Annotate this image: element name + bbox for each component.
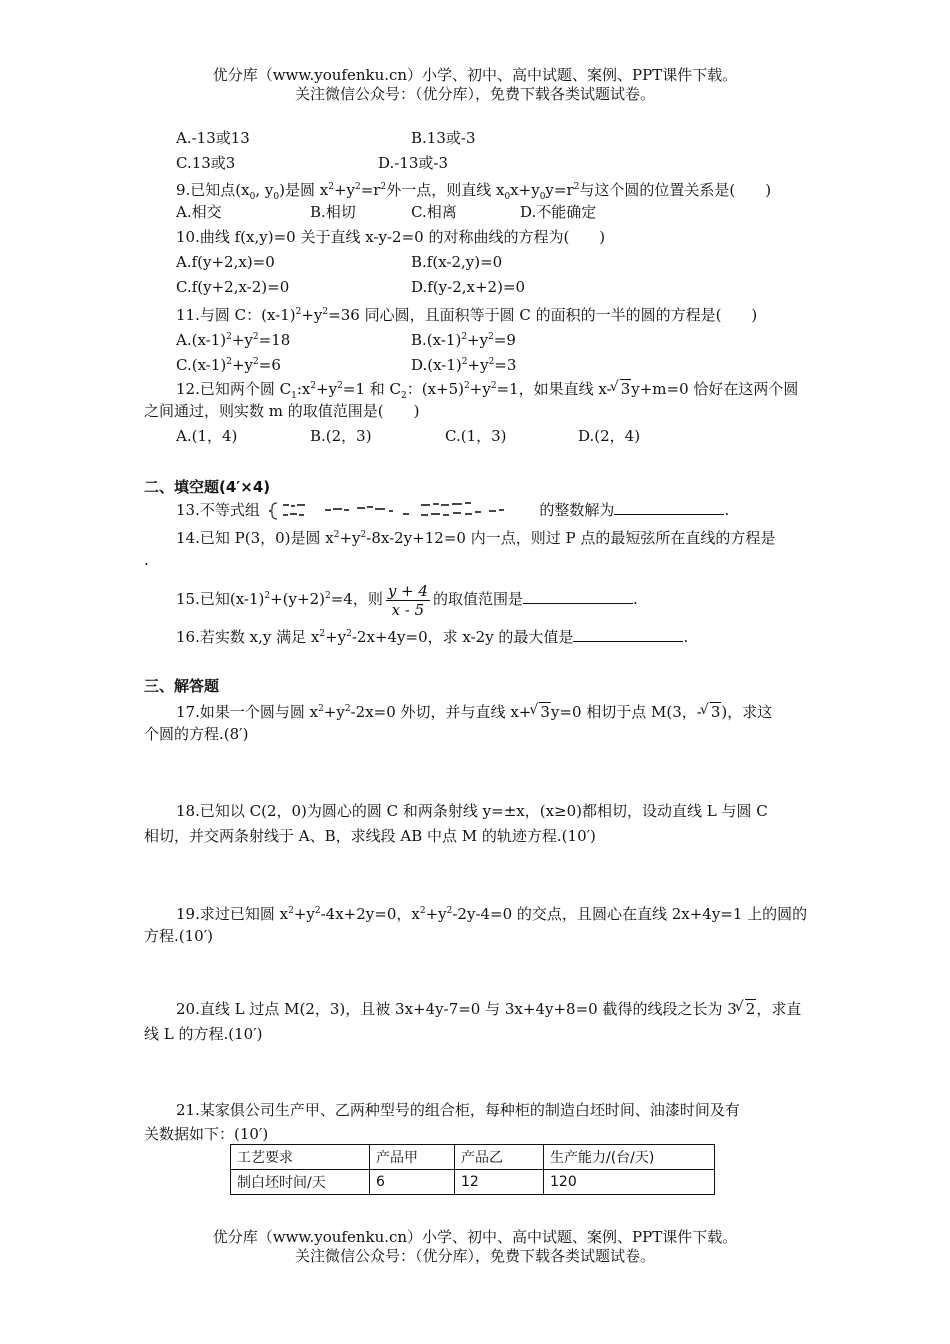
q10-option-d: D.f(y-2,x+2)=0 bbox=[411, 278, 526, 296]
table-header-cell: 工艺要求 bbox=[231, 1145, 370, 1170]
q12-option-d: D.(2，4) bbox=[578, 427, 641, 445]
q20-stem: 20.直线 L 过点 M(2，3)，且被 3x+4y-7=0 与 3x+4y+8=0 截得的线段之长为 3√ 2，求直 bbox=[176, 999, 801, 1019]
sqrt-2: √ 2 bbox=[737, 999, 757, 1019]
q13-answer-blank[interactable] bbox=[614, 500, 724, 515]
q8-option-b: B.13或-3 bbox=[411, 129, 476, 147]
q9-option-b: B.相切 bbox=[310, 203, 356, 221]
page-header bbox=[0, 66, 950, 104]
q10-option-c: C.f(y+2,x-2)=0 bbox=[176, 278, 290, 296]
q14-stem-line-2: . bbox=[144, 551, 149, 569]
table-header-row bbox=[231, 1145, 715, 1170]
table-cell: 12 bbox=[455, 1170, 544, 1195]
table-header-cell: 产品乙 bbox=[455, 1145, 544, 1170]
footer-line-2: 关注微信公众号：（优分库），免费下载各类试题试卷。 bbox=[294, 1247, 655, 1265]
sqrt-3: √ 3 bbox=[531, 702, 551, 722]
q16-stem: 16.若实数 x,y 满足 $x^2+y^2-2x+4y=0$，求 x-2y 的最大值是 . bbox=[176, 628, 689, 646]
q21-stem-line-2: 关数据如下：(10′) bbox=[144, 1125, 269, 1143]
q14-stem: 14.已知 P(3，0)是圆 $x^2+y^2-8x-2y+12=0$ 内一点，则过 P 点的最短弦所在直线的方程是 bbox=[176, 529, 776, 547]
q9-option-c: C.相离 bbox=[411, 203, 457, 221]
q11-option-d: $D.(x-1)^2+y^2=3$ bbox=[411, 356, 517, 374]
q10-option-b: B.f(x-2,y)=0 bbox=[411, 253, 503, 271]
q18-stem: 18.已知以 C(2，0)为圆心的圆 C 和两条射线 y=±x，(x≥0)都相切，设动直线 L 与圆 C bbox=[176, 802, 768, 820]
section-answer-title: 三、解答题 bbox=[144, 677, 220, 695]
q10-option-a: A.f(y+2,x)=0 bbox=[176, 253, 275, 271]
q11-stem: 11.与圆 C：$(x-1)^2+y^2=36$ 同心圆，且面积等于圆 C 的面积的一半的圆的方程是( ) bbox=[176, 306, 758, 324]
q20-stem-line-2: 线 L 的方程.(10′) bbox=[144, 1025, 263, 1043]
q8-option-c: C.13或3 bbox=[176, 154, 236, 172]
q16-answer-blank[interactable] bbox=[573, 627, 683, 642]
table-cell: 制白坯时间/天 bbox=[231, 1170, 370, 1195]
table-header-cell: 生产能力/(台/天) bbox=[544, 1145, 715, 1170]
q18-stem-line-2: 相切，并交两条射线于 A、B，求线段 AB 中点 M 的轨迹方程.(10′) bbox=[144, 827, 596, 845]
sqrt-3: √ 3 bbox=[702, 702, 722, 722]
inequality-system-image bbox=[269, 500, 531, 522]
table-cell: 6 bbox=[370, 1170, 455, 1195]
sqrt-3: √ 3 bbox=[612, 379, 632, 399]
q21-stem: 21.某家俱公司生产甲、乙两种型号的组合柜，每种柜的制造白坯时间、油漆时间及有 bbox=[176, 1101, 740, 1119]
q15-answer-blank[interactable] bbox=[523, 589, 633, 604]
craft-data-table bbox=[230, 1144, 715, 1195]
header-line-1: 优分库（www.youfenku.cn）小学、初中、高中试题、案例、PPT课件下载。 bbox=[212, 66, 738, 84]
q12-stem-line-2: 之间通过，则实数 m 的取值范围是( ) bbox=[144, 402, 420, 420]
q12-option-c: C.(1，3) bbox=[445, 427, 507, 445]
q11-option-c: $C.(x-1)^2+y^2=6$ bbox=[176, 356, 281, 374]
q19-stem: 19.求过已知圆 $x^2+y^2-4x+2y=0$，$x^2+y^2-2y-4=0$ 的交点，且圆心在直线 2x+4y=1 上的圆的 bbox=[176, 905, 808, 923]
q17-stem-line-2: 个圆的方程.(8′) bbox=[144, 725, 249, 743]
q13-stem: 13.不等式组 的整数解为 . bbox=[176, 500, 729, 522]
header-line-2: 关注微信公众号：（优分库），免费下载各类试题试卷。 bbox=[294, 85, 655, 103]
section-fill-in-title: 二、填空题(4′×4) bbox=[144, 478, 271, 496]
q19-stem-line-2: 方程.(10′) bbox=[144, 927, 213, 945]
table-header-cell: 产品甲 bbox=[370, 1145, 455, 1170]
q9-option-d: D.不能确定 bbox=[520, 203, 597, 221]
q11-option-a: $A.(x-1)^2+y^2=18$ bbox=[176, 331, 291, 349]
q11-option-b: $B.(x-1)^2+y^2=9$ bbox=[411, 331, 516, 349]
q8-option-d: D.-13或-3 bbox=[378, 154, 449, 172]
q12-stem: 12.已知两个圆 $C_1:x^2+y^2=1$ 和 $C_2$：$(x+5)^2+y^2=1$，如果直线 x-√ 3y+m=0 恰好在这两个圆 bbox=[176, 376, 798, 406]
table-cell: 120 bbox=[544, 1170, 715, 1195]
q12-option-b: B.(2，3) bbox=[310, 427, 372, 445]
q9-option-a: A.相交 bbox=[176, 203, 222, 221]
q12-option-a: A.(1，4) bbox=[176, 427, 238, 445]
footer-line-1: 优分库（www.youfenku.cn）小学、初中、高中试题、案例、PPT课件下载。 bbox=[212, 1228, 738, 1246]
q9-stem: 9.已知点($x_0$, $y_0$)是圆 $x^2+y^2=r^2$外一点，则直线 $x_0x+y_0y=r^2$与这个圆的位置关系是( ) bbox=[176, 181, 772, 202]
table-row bbox=[231, 1170, 715, 1195]
q15-stem: 15.已知$(x-1)^2+(y+2)^2=4$，则 $\frac{y + 4}{x - 5}$ 的取值范围是 . bbox=[176, 581, 638, 619]
fraction: $\frac{y + 4}{x - 5}$ bbox=[387, 581, 428, 619]
page-footer bbox=[0, 1228, 950, 1266]
q17-stem: 17.如果一个圆与圆 $x^2+y^2-2x=0$ 外切，并与直线 x+√ 3y=0 相切于点 M(3，-√ 3)，求这 bbox=[176, 699, 772, 722]
q8-option-a: A.-13或13 bbox=[176, 129, 250, 147]
q10-stem: 10.曲线 f(x,y)=0 关于直线 x-y-2=0 的对称曲线的方程为( ) bbox=[176, 228, 606, 246]
